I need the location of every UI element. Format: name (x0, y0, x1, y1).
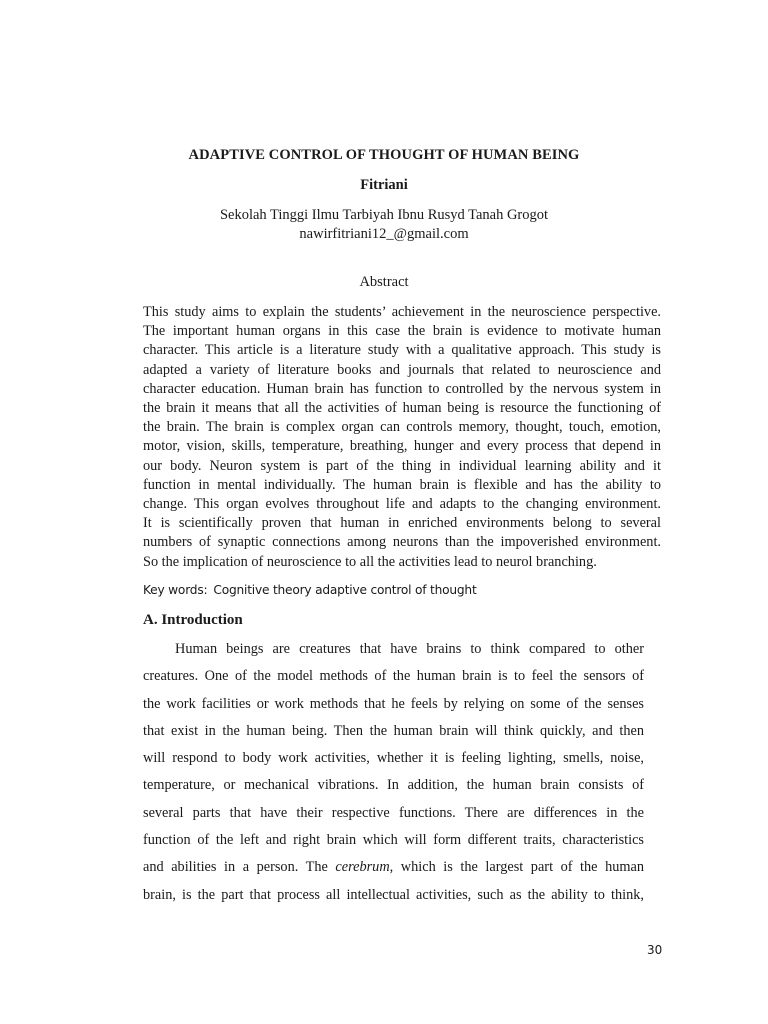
abstract-line: adapted a variety of literature books and journals that related to neuroscience and (143, 361, 661, 378)
intro-line-start: and abilities in a person. The (143, 859, 328, 876)
paper-title: ADAPTIVE CONTROL OF THOUGHT OF HUMAN BEING (188, 147, 580, 163)
author-email: nawirfitriani12_@gmail.com (299, 226, 469, 242)
abstract-line: character. This article is a literature study with a qualitative approach. This study is (143, 342, 661, 359)
keywords (143, 583, 477, 597)
abstract-line: It is scientifically proven that human in enriched environments belong to several (143, 515, 661, 532)
intro-line: function of the left and right brain which will form different traits, characteristics (143, 832, 644, 849)
abstract-line: function in mental individually. The human brain is flexible and has the ability to (143, 476, 661, 493)
cerebrum-italic-term: cerebrum (335, 859, 390, 876)
intro-line: the work facilities or work methods that he feels by relying on some of the senses (143, 695, 644, 712)
intro-line-end: , which is the largest part of the human (389, 859, 644, 876)
abstract-line: the brain. The brain is complex organ can controls memory, thought, touch, emotion, (143, 419, 661, 436)
author-name: Fitriani (360, 177, 408, 193)
section-heading-introduction: A. Introduction (143, 612, 243, 628)
intro-line: that exist in the human being. Then the human brain will think quickly, and then (143, 722, 644, 739)
abstract-line: change. This organ evolves throughout life and adapts to the changing environment. (143, 496, 661, 513)
abstract-line: motor, vision, skills, temperature, breathing, hunger and every process that depend in (143, 438, 661, 455)
intro-line: temperature, or mechanical vibrations. In addition, the human brain consists of (143, 777, 644, 794)
intro-line: Human beings are creatures that have brains to think compared to other (175, 641, 644, 657)
abstract-line: character education. Human brain has function to controlled by the nervous system in (143, 380, 661, 397)
intro-line-with-italic (143, 854, 644, 881)
abstract-body (143, 303, 661, 572)
abstract-heading: Abstract (359, 274, 409, 290)
abstract-line: This study aims to explain the students’ achievement in the neuroscience perspective. (143, 304, 661, 320)
page-number: 30 (647, 943, 663, 957)
abstract-line: numbers of synaptic connections among neurons than the impoverished environment. (143, 534, 661, 551)
abstract-line: So the implication of neuroscience to all the activities lead to neurol branching. (143, 553, 597, 570)
keywords-value: Cognitive theory adaptive control of thought (213, 583, 477, 597)
introduction-body (143, 636, 644, 909)
author-affiliation: Sekolah Tinggi Ilmu Tarbiyah Ibnu Rusyd Tanah Grogot (219, 207, 549, 223)
intro-line: will respond to body work activities, whether it is feeling lighting, smells, noise, (143, 750, 644, 767)
abstract-line: The important human organs in this case the brain is evidence to motivate human (143, 323, 661, 340)
intro-line: creatures. One of the model methods of the human brain is to feel the sensors of (143, 668, 644, 685)
keywords-label: Key words: (143, 583, 208, 597)
abstract-line: our body. Neuron system is part of the thing in individual learning ability and it (143, 457, 661, 474)
abstract-line: the brain it means that all the activities of human being is resource the functioning of (143, 400, 661, 417)
intro-line: brain, is the part that process all intellectual activities, such as the ability to think, (143, 886, 644, 903)
intro-line: several parts that have their respective functions. There are differences in the (143, 804, 644, 821)
